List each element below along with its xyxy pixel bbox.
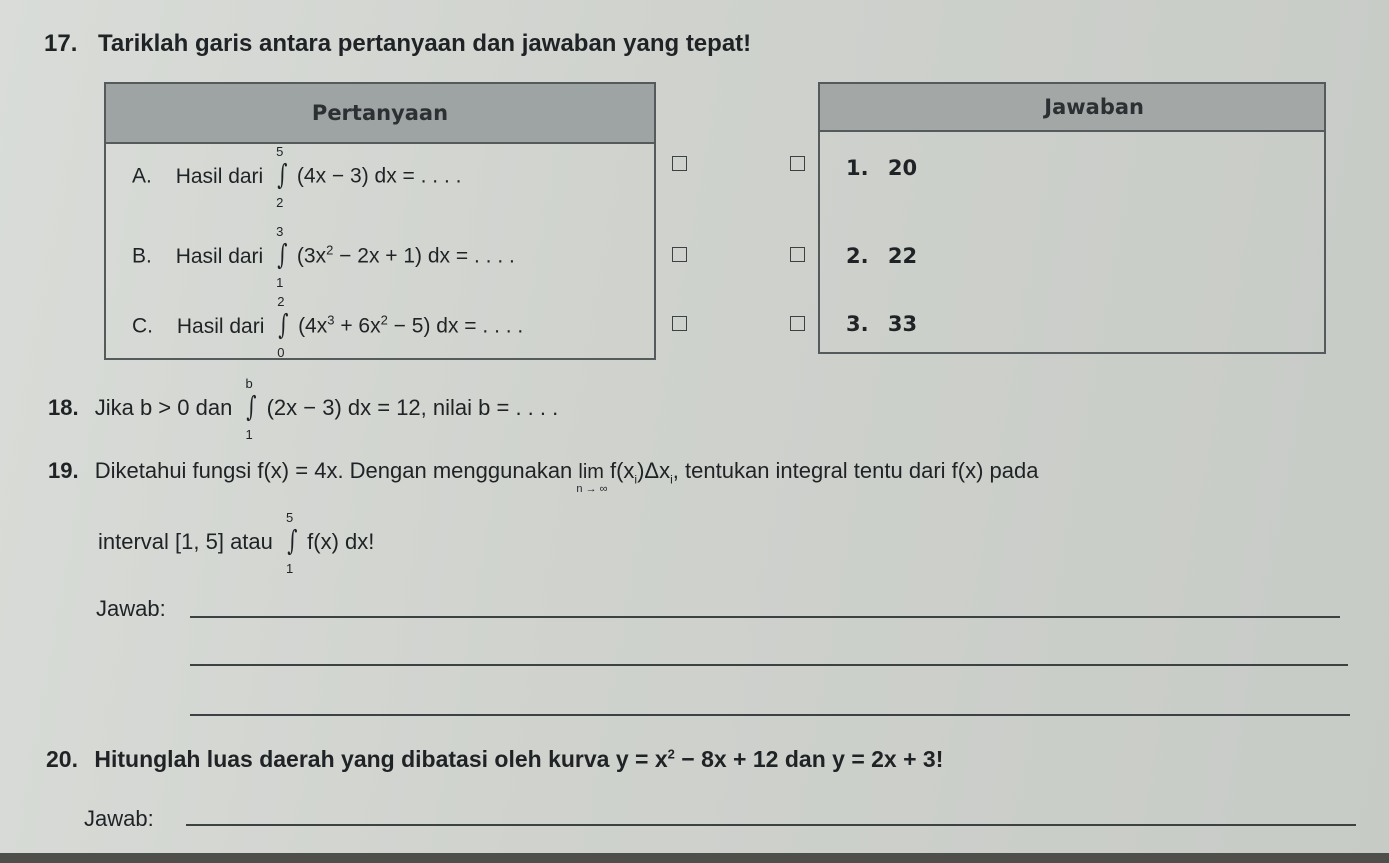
match-box-answer-2[interactable] [790, 247, 805, 262]
q18: 18. Jika b > 0 dan ∫ b 1 (2x − 3) dx = 12, nilai b = . . . . [48, 376, 559, 442]
questions-header: Pertanyaan [106, 84, 654, 144]
integral-sign: ∫ 3 1 [276, 224, 288, 290]
question-b: B. Hasil dari ∫ 3 1 $(3x^2 - 2x + 1)$ dx = . . . . [132, 224, 515, 290]
q17-title [44, 30, 751, 58]
q18-number: 18. [48, 394, 79, 420]
answers-table [818, 82, 1326, 354]
integral-sign: ∫ b 1 [245, 376, 257, 442]
q19-answer-line-1[interactable] [190, 616, 1340, 618]
q20: 20. Hitunglah luas daerah yang dibatasi oleh kurva $y = x^2 - 8x + 12$ dan y = 2x + 3! [46, 746, 944, 772]
q20-number: 20. [46, 746, 78, 772]
match-box-question-a[interactable] [672, 156, 687, 171]
match-box-answer-1[interactable] [790, 156, 805, 171]
q19-answer-line-2[interactable] [190, 664, 1348, 666]
q19-answer-line-3[interactable] [190, 714, 1350, 716]
integral-sign: ∫ 5 2 [276, 144, 288, 210]
limit-notation: lim n → ∞ [576, 460, 608, 495]
question-c: C. Hasil dari ∫ 2 0 $(4x^3 + 6x^2 - 5)$ dx = . . . . [132, 294, 524, 360]
q19-number: 19. [48, 458, 79, 483]
match-box-question-b[interactable] [672, 247, 687, 262]
answer-1: 1. 20 [846, 156, 918, 180]
integral-sign: ∫ 5 1 [286, 510, 298, 576]
match-box-question-c[interactable] [672, 316, 687, 331]
answer-2: 2. 22 [846, 244, 918, 268]
integral-sign: ∫ 2 0 [277, 294, 289, 360]
q17-text: Tariklah garis antara pertanyaan dan jawaban yang tepat! [98, 30, 752, 57]
q19-answer-label: Jawab: [96, 596, 166, 621]
q19-line1: 19. Diketahui fungsi f(x) = 4x. Dengan menggunakan lim n → ∞ $f(x_i)\Delta x_i$, tentukan integral tentu dari f(x) pada [48, 458, 1039, 495]
questions-table [104, 82, 656, 360]
q19-line2: interval [1, 5] atau ∫ 5 1 f(x) dx! [98, 510, 375, 576]
answer-3: 3. 33 [846, 312, 918, 336]
page-edge-shadow [0, 853, 1389, 863]
q20-answer-line[interactable] [186, 824, 1356, 826]
q17-number: 17. [44, 30, 78, 57]
match-box-answer-3[interactable] [790, 316, 805, 331]
q20-answer-label: Jawab: [84, 806, 154, 831]
question-a: A. Hasil dari ∫ 5 2 (4x − 3) dx = . . . . [132, 144, 462, 210]
answers-header: Jawaban [820, 84, 1324, 132]
